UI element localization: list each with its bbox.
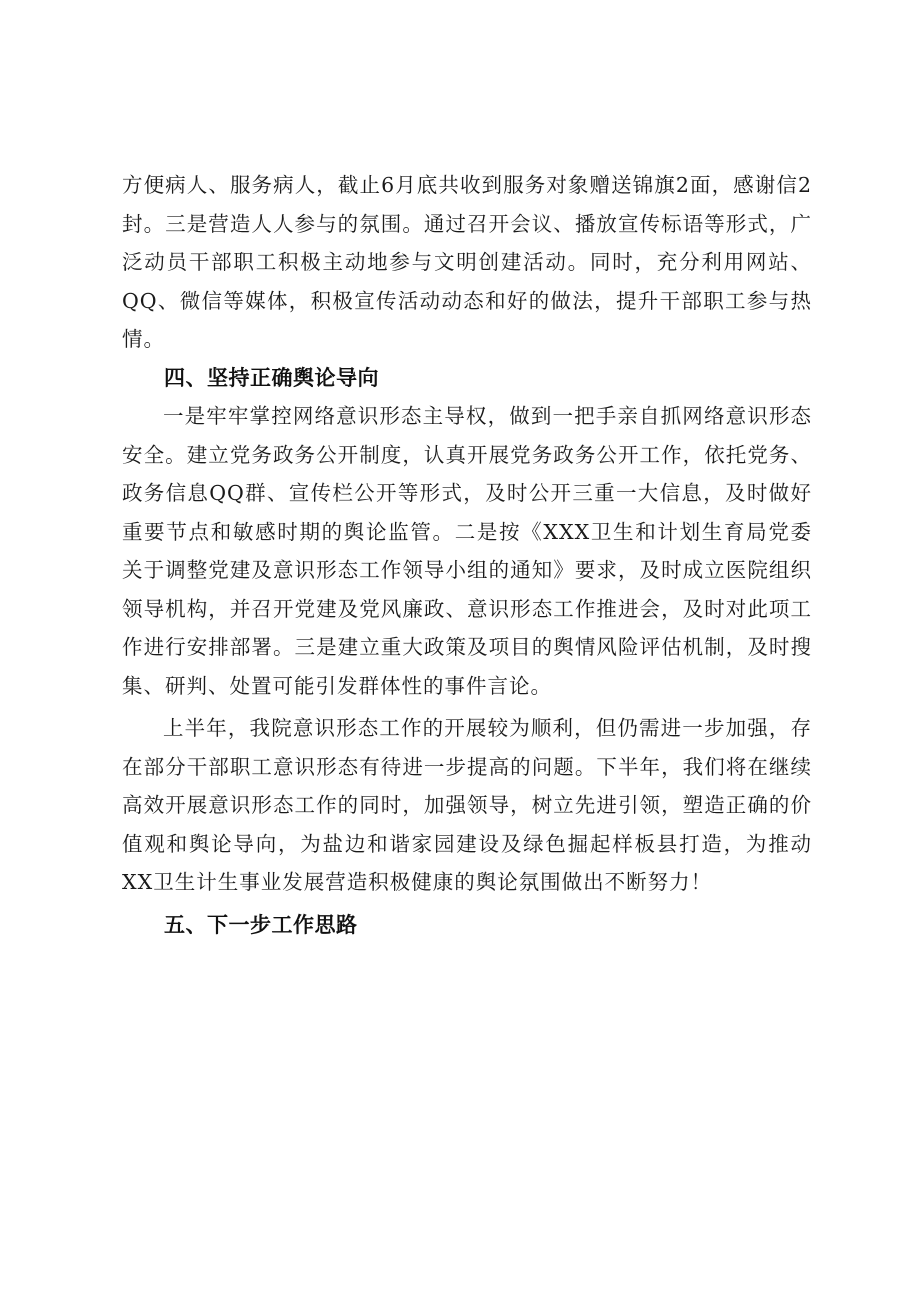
paragraph-continued: 方便病人、服务病人，截止6月底共收到服务对象赠送锦旗2面，感谢信2封。三是营造人人参与的氛围。通过召开会议、播放宣传标语等形式，广泛动员干部职工积极主动地参与文明创建活动。同时，充分利用网站、QQ、微信等媒体，积极宣传活动动态和好的做法，提升干部职工参与热情。 xyxy=(122,173,812,351)
section-heading-5: 五、下一步工作思路 xyxy=(164,912,358,937)
paragraph-public-opinion: 一是牢牢掌控网络意识形态主导权，做到一把手亲自抓网络意识形态安全。建立党务政务公开制度，认真开展党务政务公开工作，依托党务、政务信息QQ群、宣传栏公开等形式，及时公开三重一大信息，及时做好重要节点和敏感时期的舆论监管。二是按《XXX卫生和计划生育局党委关于调整党建及意识形态工作领导小组的通知》要求，及时成立医院组织领导机构，并召开党建及党风廉政、意识形态工作推进会，及时对此项工作进行安排部署。三是建立重大政策及项目的舆情风险评估机制，及时搜集、研判、处置可能引发群体性的事件言论。 xyxy=(122,404,812,698)
section-heading-4: 四、坚持正确舆论导向 xyxy=(164,365,379,390)
document-body xyxy=(122,166,812,944)
paragraph-summary: 上半年，我院意识形态工作的开展较为顺利，但仍需进一步加强，存在部分干部职工意识形态有待进一步提高的问题。下半年，我们将在继续高效开展意识形态工作的同时，加强领导，树立先进引领，塑造正确的价值观和舆论导向，为盐边和谐家园建设及绿色掘起样板县打造，为推动XX卫生计生事业发展营造积极健康的舆论氛围做出不断努力！ xyxy=(122,716,812,894)
